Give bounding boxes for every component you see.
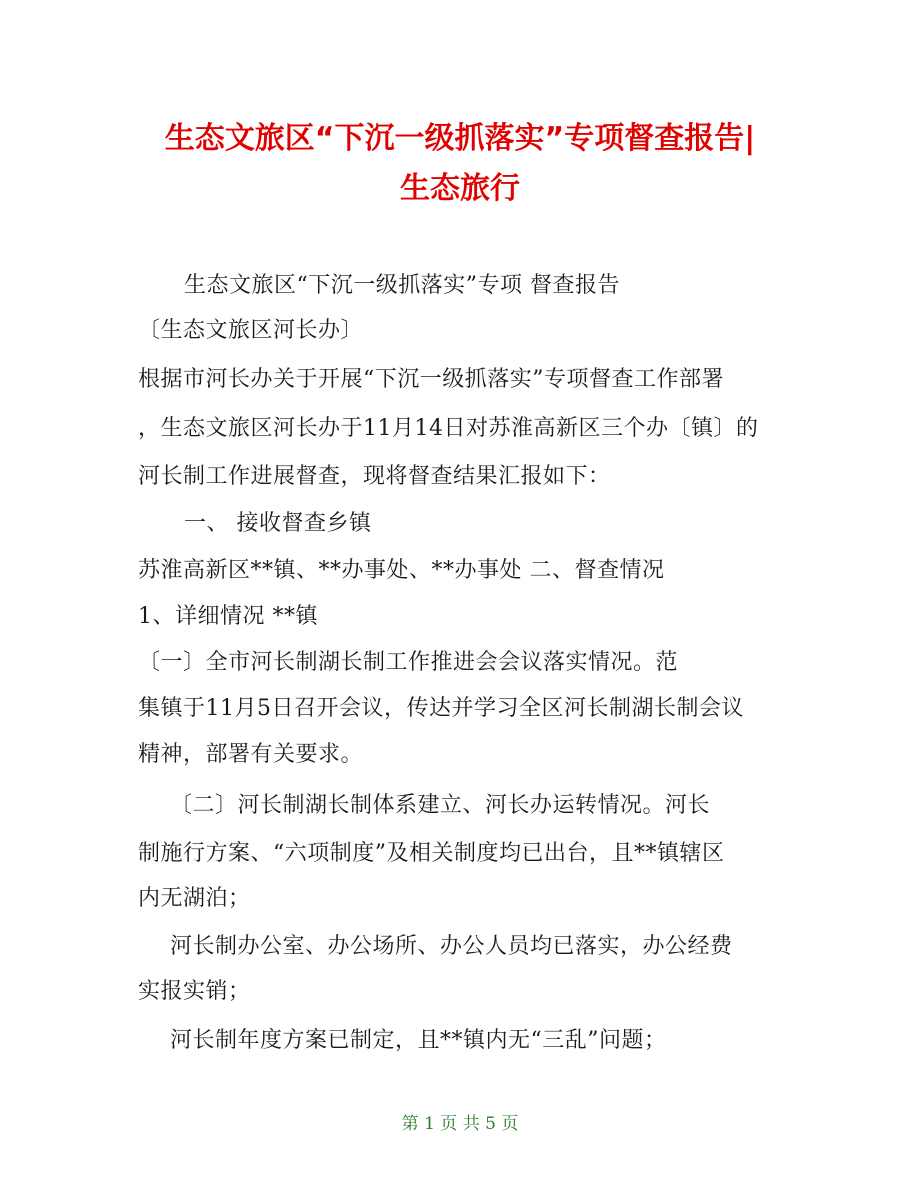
body-line: 〔一〕全市河长制湖长制工作推进会会议落实情况。范 bbox=[138, 650, 679, 675]
section-heading: 一、 接收督查乡镇 bbox=[184, 511, 372, 536]
body-line: ，生态文旅区河长办于11月14日对苏淮高新区三个办〔镇〕的 bbox=[138, 416, 759, 441]
body-line: 实报实销； bbox=[138, 979, 251, 1004]
body-line: 1、详细情况 **镇 bbox=[138, 604, 318, 629]
body-line: 河长制办公室、办公场所、办公人员均已落实，办公经费 bbox=[170, 934, 733, 959]
body-line: 制施行方案、“六项制度”及相关制度均已出台，且**镇辖区 bbox=[138, 841, 725, 866]
body-line: 内无湖泊； bbox=[138, 886, 251, 911]
body-line: 根据市河长办关于开展“下沉一级抓落实”专项督查工作部署 bbox=[138, 367, 724, 392]
body-line: 〔二〕河长制湖长制体系建立、河长办运转情况。河长 bbox=[170, 793, 711, 818]
body-line: 河长制工作进展督查，现将督查结果汇报如下： bbox=[138, 464, 611, 489]
document-title-line-2: 生态旅行 bbox=[400, 171, 520, 206]
page-number-footer: 第 1 页 共 5 页 bbox=[401, 1114, 519, 1134]
body-line: 精神，部署有关要求。 bbox=[138, 742, 364, 767]
subtitle-paragraph: 生态文旅区“下沉一级抓落实”专项 督查报告 bbox=[184, 273, 620, 298]
document-title-line-1: 生态文旅区“下沉一级抓落实”专项督查报告| bbox=[164, 121, 756, 156]
body-line: 苏淮高新区**镇、**办事处、**办事处 二、督查情况 bbox=[138, 558, 665, 583]
author-line: 〔生态文旅区河长办〕 bbox=[138, 318, 364, 343]
body-line: 河长制年度方案已制定，且**镇内无“三乱”问题； bbox=[170, 1028, 667, 1053]
body-line: 集镇于11月5日召开会议，传达并学习全区河长制湖长制会议 bbox=[138, 696, 744, 721]
